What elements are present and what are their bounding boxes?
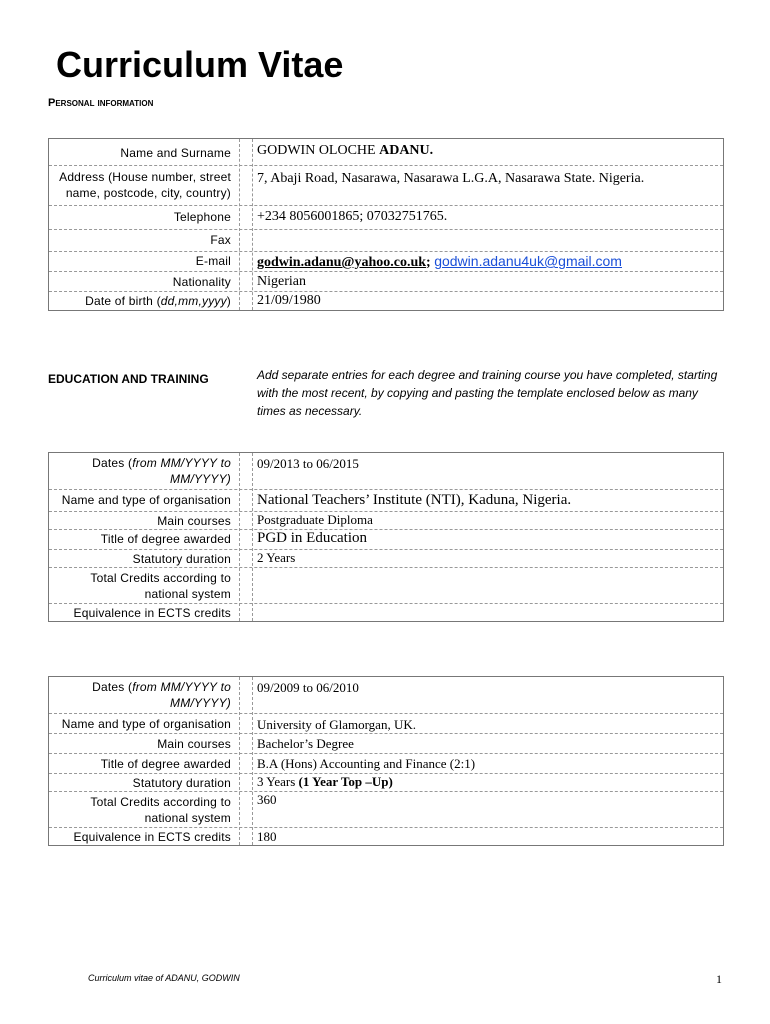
personal-info-table [48,138,724,311]
fax-row [49,229,723,252]
ects-row [49,827,723,846]
courses-value: Postgraduate Diploma [257,512,373,527]
org-label: Name and type of organisation [61,717,231,731]
education-entry-2 [48,676,724,846]
duration-row [49,773,723,792]
fax-label: Fax [210,233,231,247]
footer-text: Curriculum vitae of ADANU, GODWIN [88,973,240,983]
courses-row [49,733,723,754]
duration-value: 3 Years (1 Year Top –Up) [257,774,393,789]
degree-row [49,753,723,774]
duration-value: 2 Years [257,550,296,565]
dates-row [49,677,723,714]
credits-row [49,567,723,604]
dates-label: Dates (from MM/YYYY to MM/YYYY) [92,680,231,710]
duration-label: Statutory duration [132,776,231,790]
org-value: University of Glamorgan, UK. [257,717,416,732]
email-row [49,251,723,272]
ects-value: 180 [257,829,277,844]
address-value: 7, Abaji Road, Nasarawa, Nasarawa L.G.A, Nasarawa State. Nigeria. [257,171,645,186]
credits-label: Total Credits according to national system [90,571,231,601]
telephone-row [49,205,723,230]
name-value: GODWIN OLOCHE ADANU. [257,143,434,158]
degree-label: Title of degree awarded [100,532,231,546]
org-row [49,713,723,734]
courses-value: Bachelor’s Degree [257,736,354,751]
ects-label: Equivalence in ECTS credits [73,830,231,844]
education-note: Add separate entries for each degree and training course you have completed, starting with the most recent, by copying and pasting the template enclosed below as many times as necessary. [257,368,718,418]
email-label: E-mail [195,254,231,268]
dates-value: 09/2013 to 06/2015 [257,456,359,471]
page-title: Curriculum Vitae [56,44,344,85]
dob-value: 21/09/1980 [257,293,321,308]
name-row [49,139,723,166]
education-entry-1 [48,452,724,622]
page-number: 1 [716,972,722,986]
degree-value: PGD in Education [257,530,367,546]
degree-value: B.A (Hons) Accounting and Finance (2:1) [257,756,476,771]
credits-row [49,791,723,828]
personal-info-heading: Personal information [48,97,154,109]
dates-value: 09/2009 to 06/2010 [257,680,359,695]
nationality-row [49,271,723,292]
address-label: Address (House number, street name, postcode, city, country) [59,170,231,200]
email-link-gmail[interactable]: godwin.adanu4uk@gmail.com [434,253,622,269]
dates-row [49,453,723,490]
duration-label: Statutory duration [132,552,231,566]
degree-row [49,529,723,550]
duration-row [49,549,723,568]
education-heading: EDUCATION AND TRAINING [48,372,209,386]
email-link-yahoo[interactable]: godwin.adanu@yahoo.co.uk [257,255,427,270]
courses-row [49,511,723,530]
org-label: Name and type of organisation [61,493,231,507]
nationality-label: Nationality [172,275,231,289]
credits-label: Total Credits according to national system [90,795,231,825]
email-value: godwin.adanu@yahoo.co.uk; godwin.adanu4uk@gmail.com [257,253,622,270]
address-row [49,165,723,206]
ects-row [49,603,723,622]
degree-label: Title of degree awarded [100,757,231,771]
telephone-label: Telephone [173,210,231,224]
nationality-value: Nigerian [257,274,306,289]
dob-label: Date of birth (dd,mm,yyyy) [85,294,231,308]
org-row [49,489,723,512]
telephone-value: +234 8056001865; 07032751765. [257,209,448,224]
name-label: Name and Surname [120,146,231,160]
dates-label: Dates (from MM/YYYY to MM/YYYY) [92,456,231,486]
org-value: National Teachers’ Institute (NTI), Kaduna, Nigeria. [257,492,572,508]
ects-label: Equivalence in ECTS credits [73,606,231,620]
courses-label: Main courses [157,737,231,751]
courses-label: Main courses [157,514,231,528]
credits-value: 360 [257,792,277,807]
dob-row [49,291,723,311]
